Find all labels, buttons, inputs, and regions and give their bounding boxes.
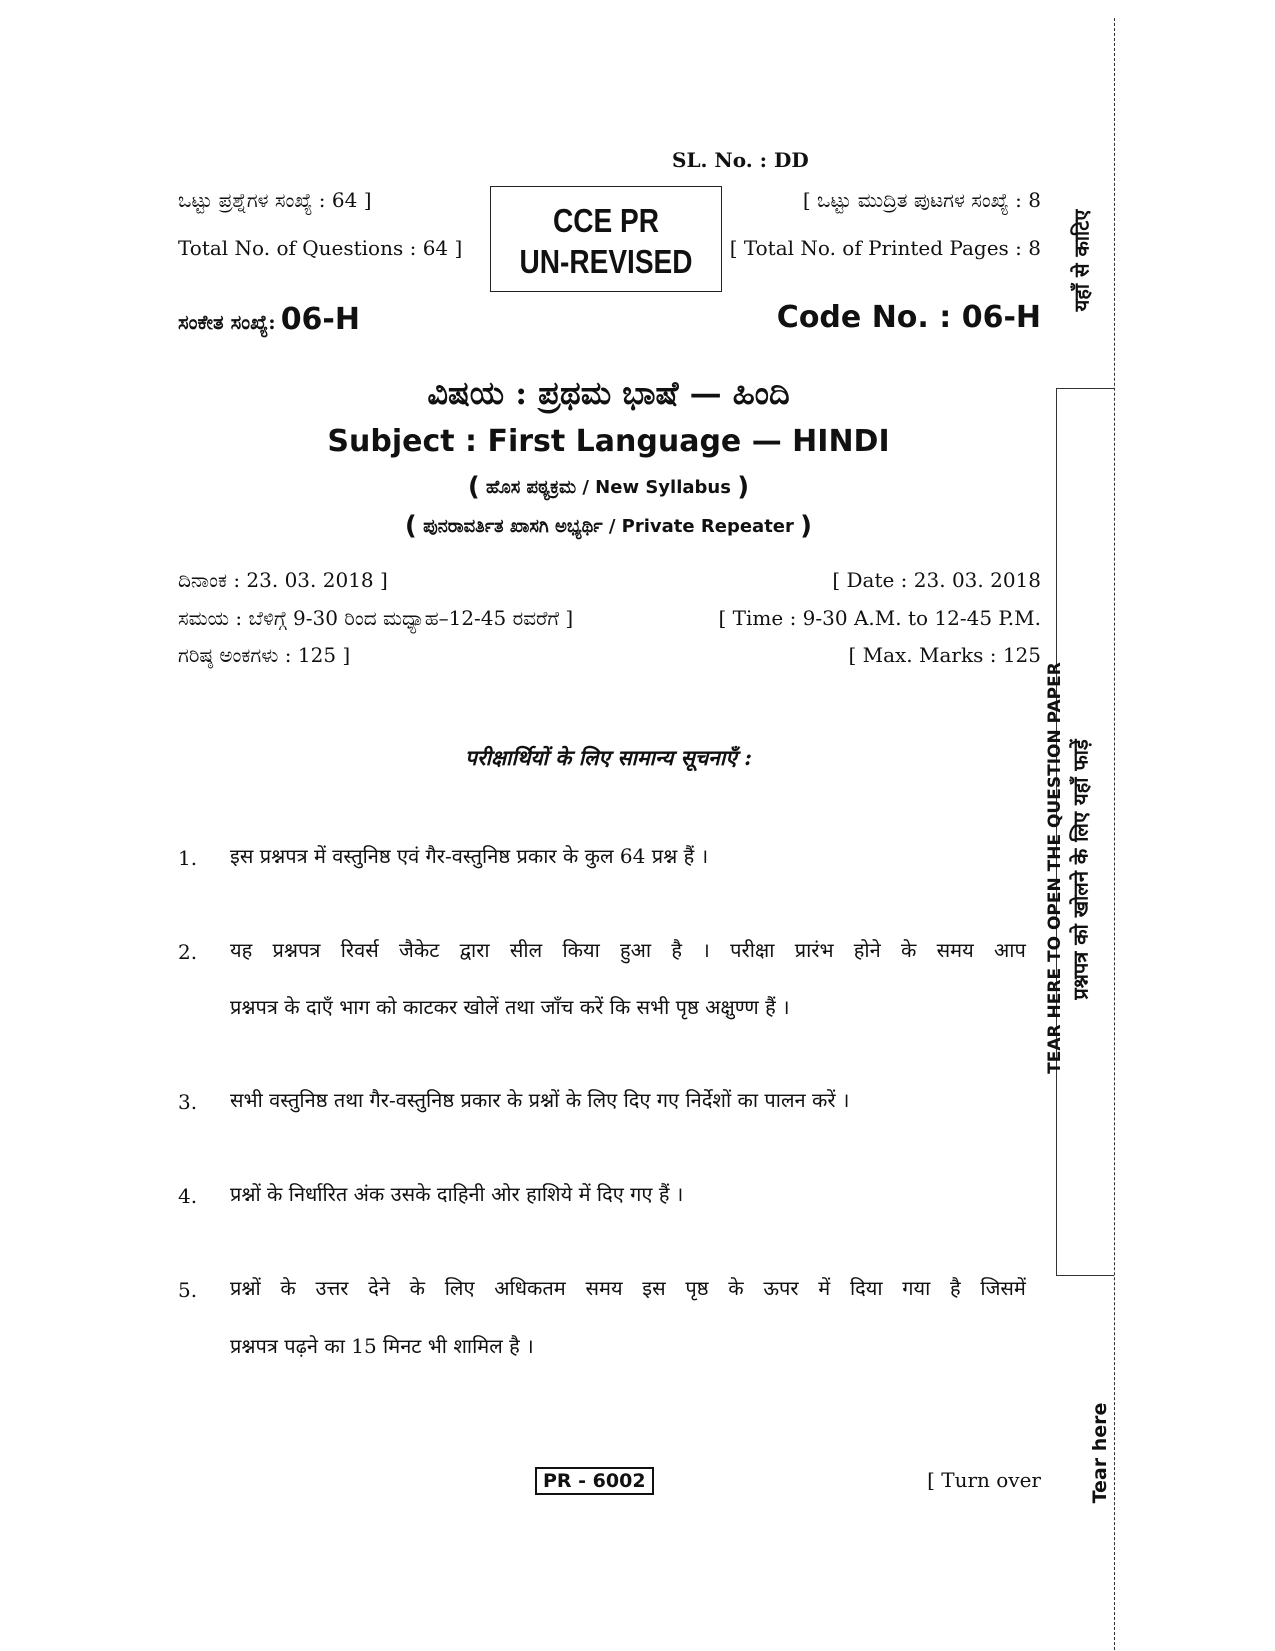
- subject-english: Subject : First Language — HINDI: [327, 424, 890, 459]
- instruction-text: प्रश्नों के उत्तर देने के लिए अधिकतम समय इस पृष्ठ के ऊपर में दिया गया है जिसमें: [230, 1276, 1026, 1300]
- instruction-number: 5.: [178, 1278, 198, 1302]
- paper-type-box: [490, 186, 722, 292]
- instruction-text: प्रश्नों के निर्धारित अंक उसके दाहिनी ओर हाशिये में दिए गए हैं ।: [230, 1182, 684, 1206]
- candidate-type-text: ಪುನರಾವರ್ತಿತ ಖಾಸಗಿ ಅಭ್ಯರ್ಥಿ / Private Repeater: [423, 516, 794, 537]
- time-kannada: ಸಮಯ : ಬೆಳಿಗ್ಗೆ 9-30 ರಿಂದ ಮಧ್ಯಾಹ–12-45 ರವರೆಗೆ ]: [178, 606, 574, 630]
- instruction-text-continued: प्रश्नपत्र के दाएँ भाग को काटकर खोलें तथा जाँच करें कि सभी पृष्ठ अक्षुण्ण हैं ।: [230, 995, 790, 1019]
- code-value-kannada: 06-H: [280, 302, 360, 337]
- paper-type-line2: UN-REVISED: [519, 243, 693, 280]
- subject-kannada: ವಿಷಯ : ಪ್ರಥಮ ಭಾಷೆ — ಹಿಂದಿ: [427, 374, 790, 412]
- total-questions-english: Total No. of Questions : 64 ]: [178, 236, 463, 260]
- serial-number: SL. No. : DD: [672, 148, 809, 172]
- date-english: [ Date : 23. 03. 2018: [832, 568, 1041, 592]
- max-marks-kannada: ಗರಿಷ್ಠ ಅಂಕಗಳು : 125 ]: [178, 643, 351, 667]
- cut-here-hindi-label: यहाँ से काटिए: [1069, 209, 1094, 312]
- syllabus-text: ಹೊಸ ಪಠ್ಯಕ್ರಮ / New Syllabus: [486, 477, 731, 498]
- paper-type-line1: CCE PR: [553, 202, 659, 239]
- tear-here-label: Tear here: [1089, 1402, 1111, 1504]
- instruction-text: सभी वस्तुनिष्ठ तथा गैर-वस्तुनिष्ठ प्रकार के प्रश्नों के लिए दिए गए निर्देशों का पालन करें ।: [230, 1088, 850, 1112]
- time-english: [ Time : 9-30 A.M. to 12-45 P.M.: [718, 606, 1041, 630]
- total-pages-kannada: [ ಒಟ್ಟು ಮುದ್ರಿತ ಪುಟಗಳ ಸಂಖ್ಯೆ : 8: [802, 188, 1041, 212]
- paper-code-box: PR - 6002: [535, 1467, 654, 1495]
- instructions-title: परीक्षार्थियों के लिए सामान्य सूचनाएँ :: [465, 745, 752, 770]
- instruction-number: 2.: [178, 940, 198, 964]
- tear-dashed-line: [1114, 18, 1115, 1650]
- instruction-number: 1.: [178, 846, 198, 870]
- total-questions-kannada: ಒಟ್ಟು ಪ್ರಶ್ನೆಗಳ ಸಂಖ್ಯೆ : 64 ]: [178, 188, 372, 212]
- date-kannada: ದಿನಾಂಕ : 23. 03. 2018 ]: [178, 568, 388, 592]
- tear-open-hindi-label: प्रश्नपत्र को खोलने के लिए यहाँ फाड़ें: [1068, 739, 1093, 1000]
- code-number-kannada: [178, 302, 360, 337]
- instruction-text: यह प्रश्नपत्र रिवर्स जैकेट द्वारा सील किया हुआ है । परीक्षा प्रारंभ होने के समय आप: [230, 938, 1026, 962]
- candidate-type-line: ( ಪುನರಾವರ್ತಿತ ಖಾಸಗಿ ಅಭ್ಯರ್ಥಿ / Private Repeater ): [404, 511, 813, 541]
- code-label-kannada: ಸಂಕೇತ ಸಂಖ್ಯೆ:: [178, 310, 276, 334]
- turn-over-note: [ Turn over: [927, 1468, 1041, 1492]
- tear-open-english-label: TEAR HERE TO OPEN THE QUESTION PAPER: [1045, 662, 1065, 1074]
- syllabus-line: ( ಹೊಸ ಪಠ್ಯಕ್ರಮ / New Syllabus ): [467, 472, 750, 502]
- instruction-text: इस प्रश्नपत्र में वस्तुनिष्ठ एवं गैर-वस्तुनिष्ठ प्रकार के कुल 64 प्रश्न हैं ।: [230, 844, 709, 868]
- instruction-number: 4.: [178, 1184, 198, 1208]
- instruction-text-continued: प्रश्नपत्र पढ़ने का 15 मिनट भी शामिल है ।: [230, 1334, 534, 1358]
- total-pages-english: [ Total No. of Printed Pages : 8: [729, 236, 1041, 260]
- code-number-english: Code No. : 06-H: [776, 300, 1041, 335]
- instruction-number: 3.: [178, 1090, 198, 1114]
- max-marks-english: [ Max. Marks : 125: [848, 643, 1041, 667]
